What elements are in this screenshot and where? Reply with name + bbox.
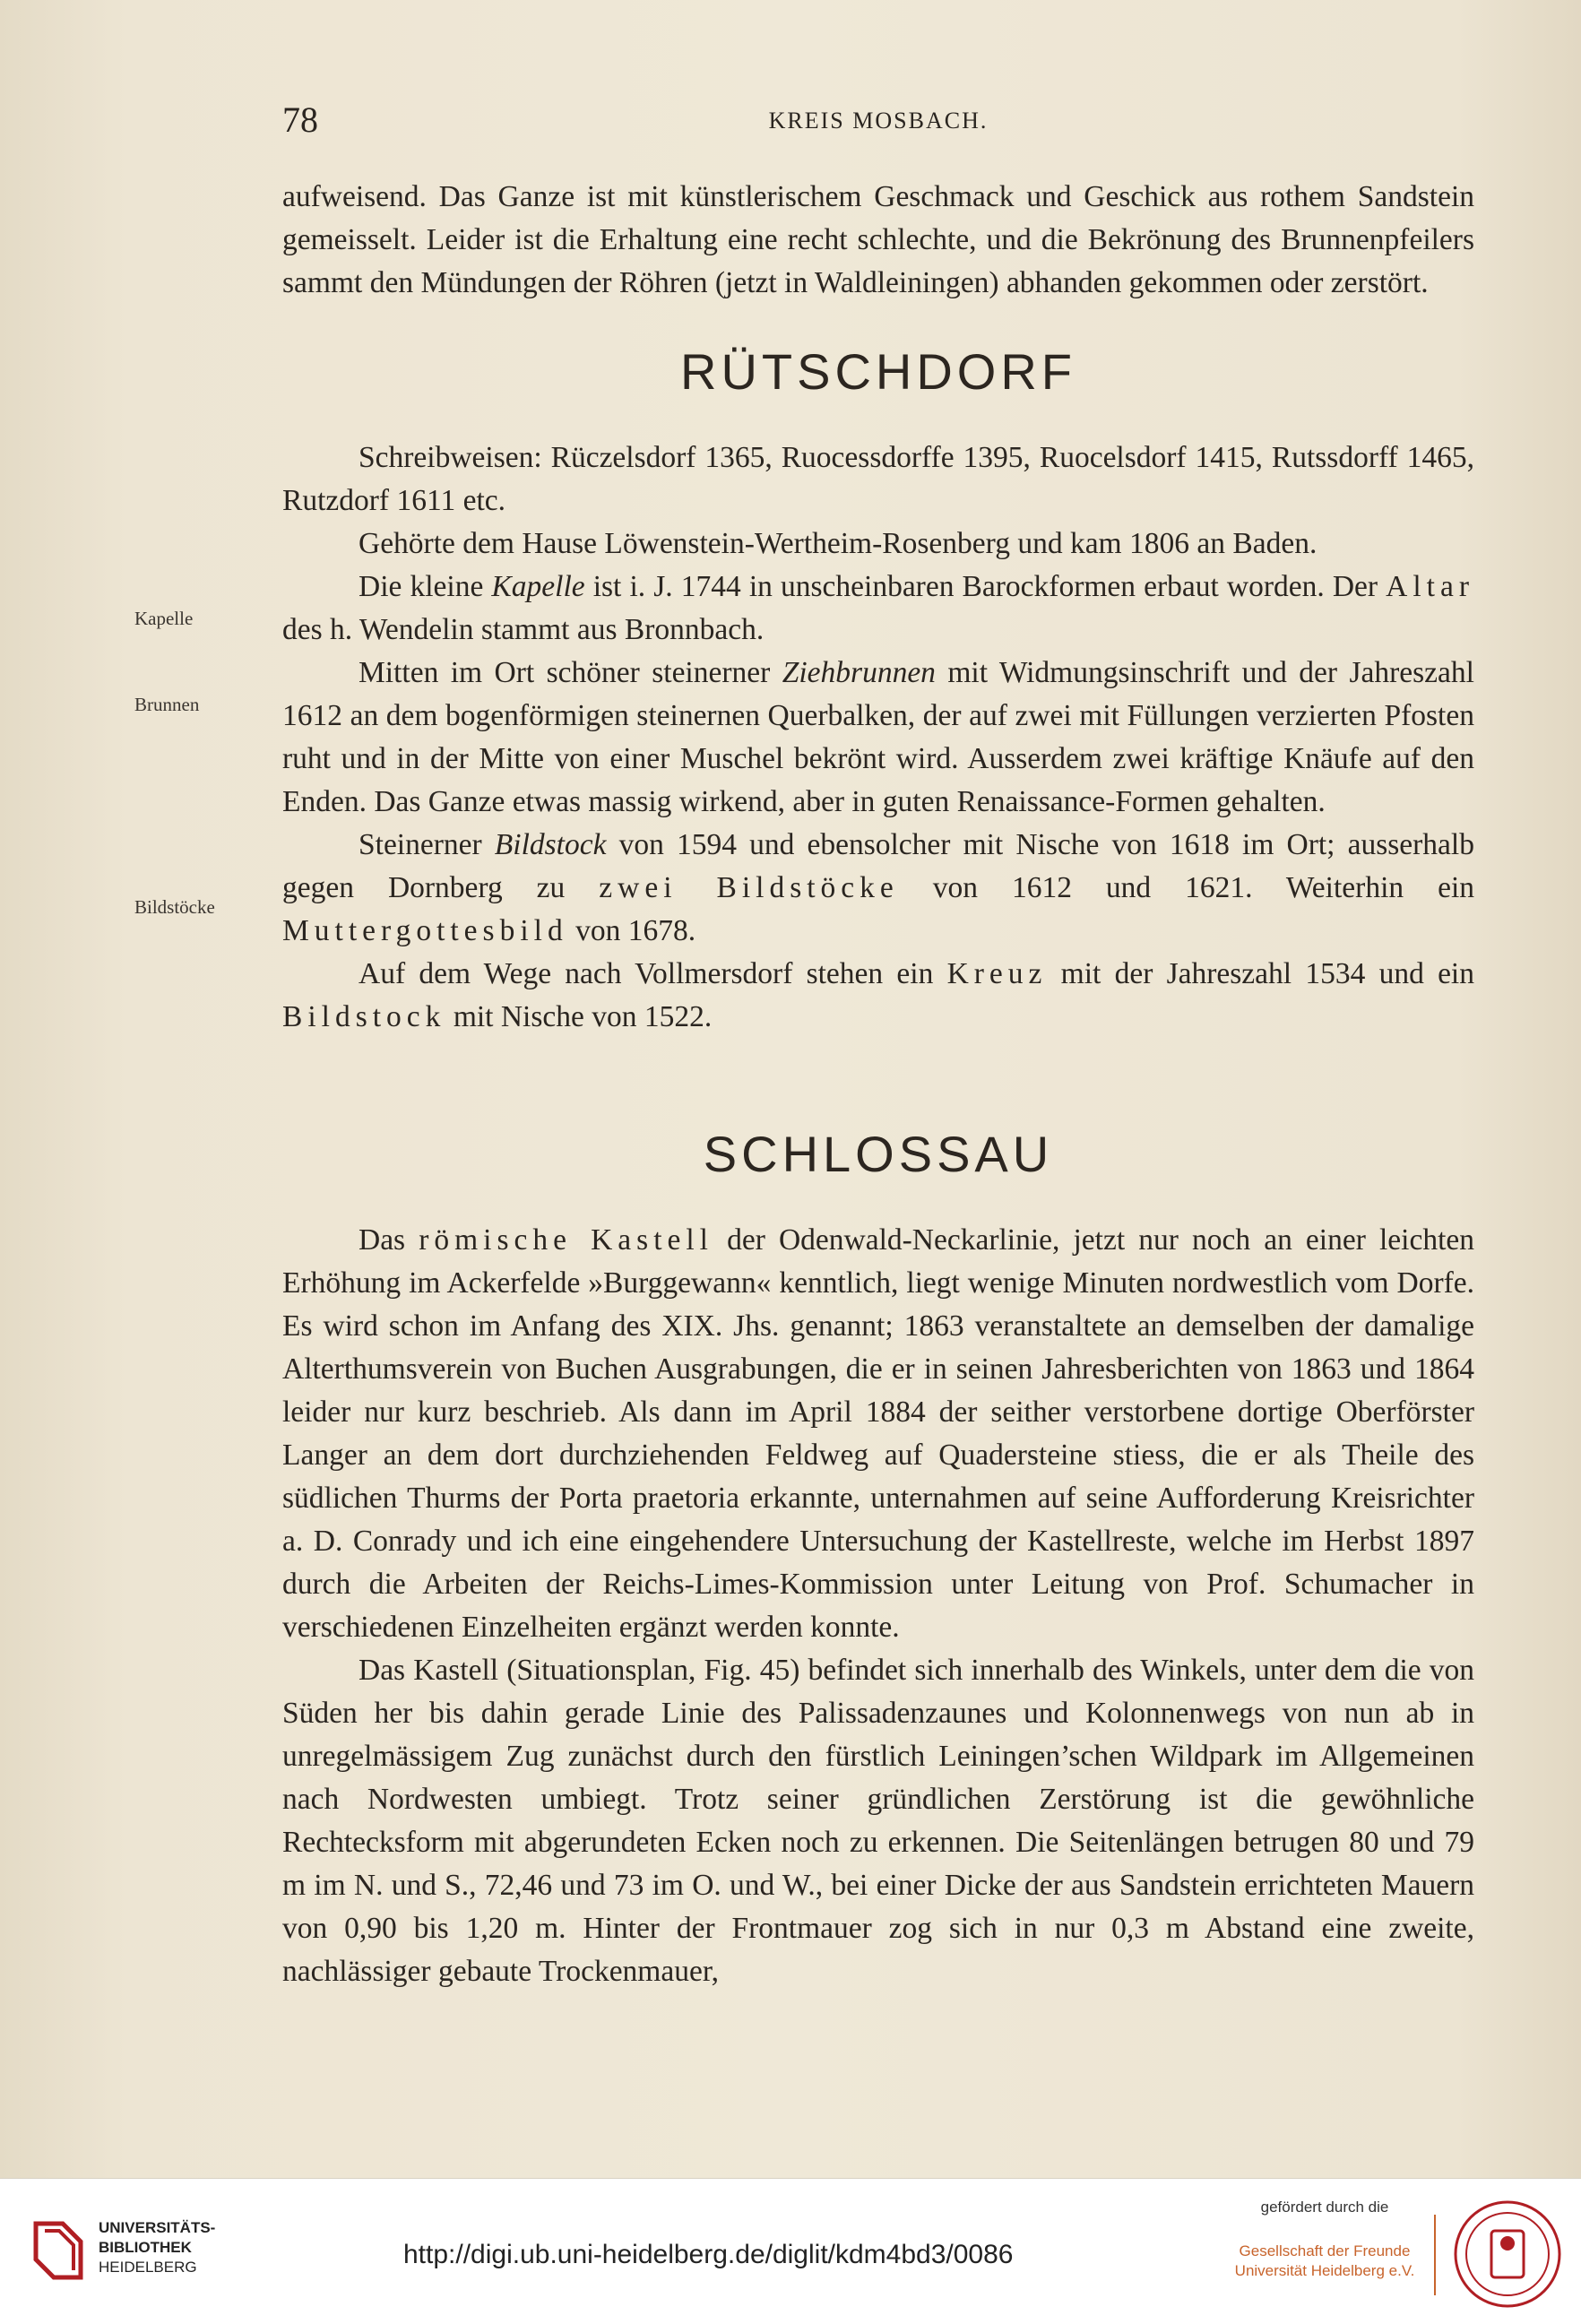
text-run: Steinerner [359, 828, 495, 861]
library-name-line: UNIVERSITÄTS- [99, 2219, 216, 2236]
running-head: KREIS MOSBACH. [768, 108, 989, 134]
paragraph-kapelle [282, 566, 1474, 652]
footer-divider [1434, 2215, 1436, 2295]
paragraph-kastell [282, 1219, 1474, 1649]
sponsor-block [1226, 2199, 1423, 2281]
text-run: mit Nische von 1522. [445, 1000, 713, 1033]
term-altar: Altar [1386, 570, 1475, 603]
page-number: 78 [282, 99, 318, 140]
term-zwei-bildstoecke: zwei Bildstöcke [599, 871, 899, 904]
library-logo-icon [27, 2215, 90, 2285]
text-run: des h. Wendelin stammt aus Bronnbach. [282, 613, 765, 646]
paragraph-schreibweisen: Schreibweisen: Rüczelsdorf 1365, Ruocessdorffe 1395, Ruocelsdorf 1415, Rutssdorff 1465, Rutzdorf 1611 etc. [282, 441, 1474, 517]
text-run: mit der Jahreszahl 1534 und ein [1047, 957, 1474, 990]
footer-bar [0, 2178, 1581, 2324]
section-title-rutschdorf: RÜTSCHDORF [680, 343, 1076, 400]
page-header [282, 99, 1474, 143]
term-muttergottesbild: Muttergottesbild [282, 914, 568, 947]
page-body [282, 176, 1474, 1993]
paragraph-ziehbrunnen [282, 652, 1474, 824]
section-title-schlossau: SCHLOSSAU [703, 1126, 1054, 1182]
library-name [99, 2218, 215, 2277]
text-run: von 1678. [567, 914, 696, 947]
term-bildstock-2: Bildstock [282, 1000, 446, 1033]
margin-note-bildstoecke: Bildstöcke [134, 896, 215, 918]
margin-note-kapelle: Kapelle [134, 608, 194, 629]
sponsor-name-line: Gesellschaft der Freunde [1239, 2242, 1411, 2259]
sponsor-name-line: Universität Heidelberg e.V. [1234, 2262, 1415, 2279]
text-run: von 1594 und ebensolcher mit Nische von 1618 im Ort; ausserhalb gegen Dornberg zu [282, 828, 1474, 904]
sponsor-label: gefördert durch die [1260, 2199, 1389, 2216]
text-run: ist i. J. 1744 in unscheinbaren Barockformen erbaut worden. Der [584, 570, 1387, 603]
paragraph-herrschaft: Gehörte dem Hause Löwenstein-Wertheim-Rosenberg und kam 1806 an Baden. [359, 527, 1318, 560]
margin-note-brunnen: Brunnen [134, 694, 200, 715]
university-seal-icon [1452, 2199, 1563, 2310]
text-run: Mitten im Ort schöner steinerner [359, 656, 782, 689]
library-name-line: BIBLIOTHEK [99, 2239, 192, 2256]
text-run: der Odenwald-Neckarlinie, jetzt nur noch an einer leichten Erhöhung im Ackerfelde »Burggewann« kenntlich, liegt wenige Minuten nordwestlich vom Dorfe. Es wird schon im Anfang des XIX. Jhs. genannt; 1863 veranstaltete an demselben der damalige Alterthumsverein von Buchen Ausgrabungen, die er in seinen Jahresberichten von 1863 und 1864 leider nur kurz beschrieb. Als dann im April 1884 der seither verstorbene dortige Oberförster Langer an dem dort durchziehenden Feldweg auf Quadersteine stiess, die er als Theile des südlichen Thurms der Porta praetoria erkannte, unternahmen auf seine Aufforderung Kreisrichter a. D. Conrady und ich eine eingehendere Untersuchung der Kastellreste, welche im Herbst 1897 durch die Arbeiten der Reichs-Limes-Kommission unter Leitung von Prof. Schumacher in verschiedenen Einzelheiten ergänzt werden konnte. [282, 1223, 1474, 1644]
term-kreuz: Kreuz [946, 957, 1048, 990]
permalink[interactable]: http://digi.ub.uni-heidelberg.de/diglit/kdm4bd3/0086 [403, 2240, 1014, 2269]
text-run: Das [359, 1223, 419, 1257]
sponsor-name [1226, 2242, 1423, 2281]
paragraph-situationsplan: Das Kastell (Situationsplan, Fig. 45) befindet sich innerhalb des Winkels, unter dem die von Süden her bis dahin gerade Linie des Palissadenzaunes und Kolonnenwegs von nun ab in unregelmässigem Zug zunächst durch den fürstlich Leiningen’schen Wildpark im Allgemeinen nach Nordwesten umbiegt. Trotz seiner gründlichen Zerstörung ist die gewöhnliche Rechtecksform mit abgerundeten Ecken noch zu erkennen. Die Seitenlängen betrugen 80 und 79 m im N. und S., 72,46 und 73 im O. und W., bei einer Dicke der aus Sandstein errichteten Mauern von 0,90 bis 1,20 m. Hinter der Frontmauer zog sich in nur 0,3 m Abstand eine zweite, nachlässiger gebaute Trockenmauer, [282, 1654, 1474, 1988]
term-bildstock: Bildstock [494, 828, 607, 861]
intro-paragraph: aufweisend. Das Ganze ist mit künstlerischem Geschmack und Geschick aus rothem Sandstein gemeisselt. Leider ist die Erhaltung eine recht schlechte, und die Bekrönung des Brunnenpfeilers sammt den Mündungen der Röhren (jetzt in Waldleiningen) abhanden gekommen oder zerstört. [282, 180, 1474, 299]
term-ziehbrunnen: Ziehbrunnen [782, 656, 936, 689]
text-run: Auf dem Wege nach Vollmersdorf stehen ein [359, 957, 947, 990]
text-run: von 1612 und 1621. Weiterhin ein [898, 871, 1475, 904]
term-roemisches-kastell: römische Kastell [419, 1223, 713, 1257]
library-name-line: HEIDELBERG [99, 2259, 197, 2276]
paragraph-kreuz [282, 953, 1474, 1039]
text-run: mit Widmungsinschrift und der Jahreszahl 1612 an dem bogenförmigen steinernen Querbalken, der auf zwei mit Füllungen verzierten Pfosten ruht und in der Mitte von einer Muschel bekrönt wird. Ausserdem zwei kräftige Knäufe auf den Enden. Das Ganze etwas massig wirkend, aber in guten Renaissance-Formen gehalten. [282, 656, 1474, 818]
term-kapelle: Kapelle [491, 570, 585, 603]
paragraph-bildstock [282, 824, 1474, 953]
text-run: Die kleine [359, 570, 492, 603]
